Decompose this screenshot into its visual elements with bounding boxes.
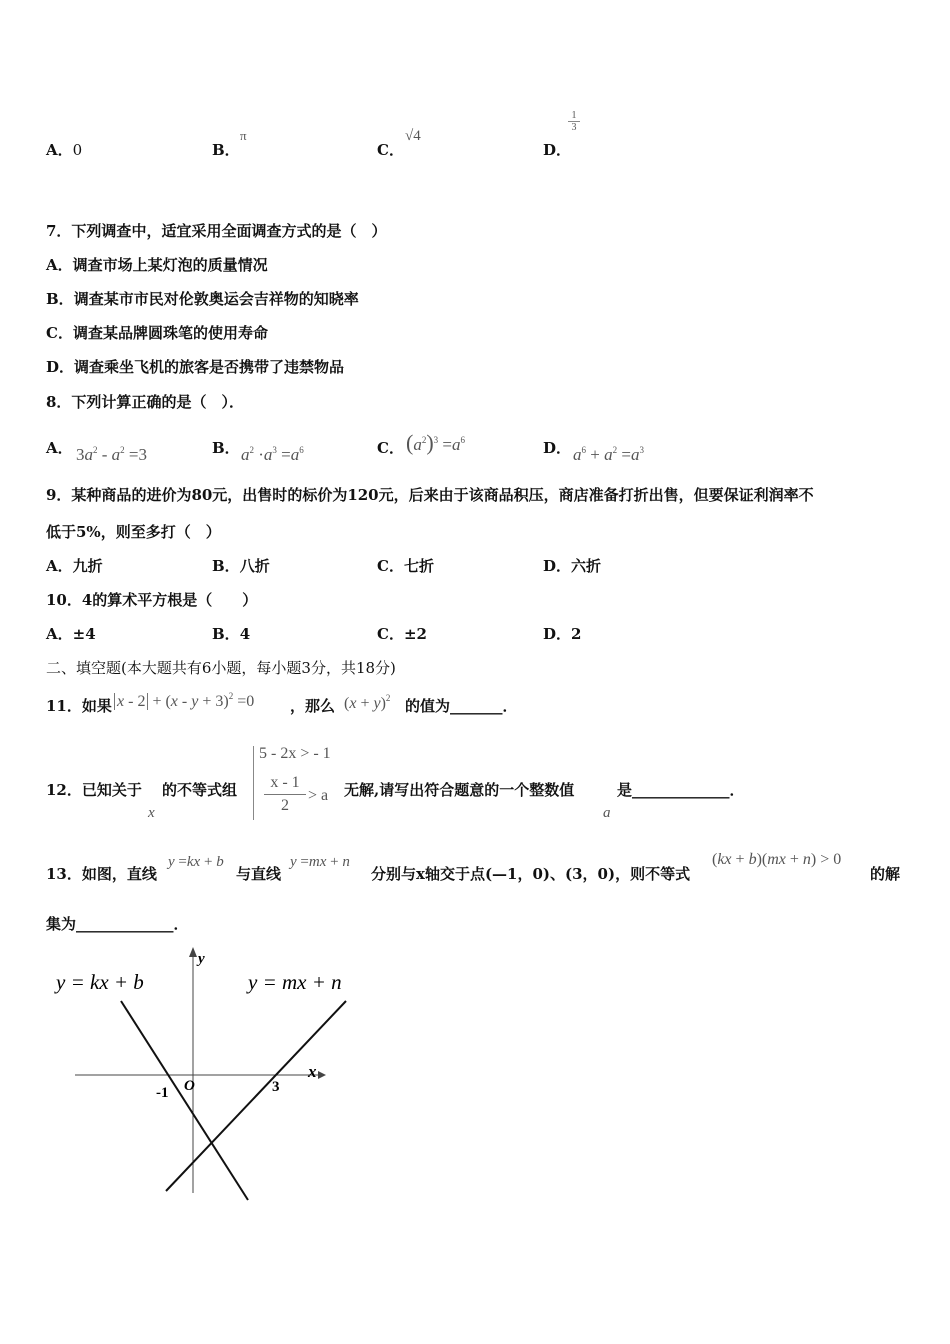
q6-option-b-letter: B． bbox=[212, 141, 240, 159]
fraction-numerator: 1 bbox=[571, 110, 577, 121]
q10-option-b: B．4 bbox=[212, 625, 251, 643]
x-axis-arrow-icon bbox=[318, 1071, 326, 1079]
label-line-kx-b: y = kx + b bbox=[56, 970, 144, 994]
q9-option-c: C．七折 bbox=[377, 557, 434, 575]
q8-letter-b: B． bbox=[212, 439, 240, 457]
q8-formula-d: $a^6 + a^2 =a^3$ bbox=[573, 445, 644, 464]
label-line-mx-n: y = mx + n bbox=[248, 970, 342, 994]
q13-post: 的解 bbox=[870, 865, 901, 883]
q8-letter-d: D． bbox=[543, 439, 572, 457]
q11-condition-formula: $x - 2 + (x - y + 3)^2 =0$ bbox=[114, 686, 254, 712]
y-axis-arrow-icon bbox=[189, 947, 197, 957]
q8-letter-a: A． bbox=[46, 439, 73, 457]
q13-mid1: 与直线 bbox=[236, 865, 282, 883]
q7-option-d: D．调查乘坐飞机的旅客是否携带了违禁物品 bbox=[46, 358, 345, 376]
q9-stem-line2: 低于5%，则至多打（ ） bbox=[46, 523, 221, 541]
q12-inequality-1: 5 - 2x > - 1 bbox=[259, 745, 331, 762]
section-2-heading: 二、填空题(本大题共有6小题，每小题3分，共18分) bbox=[46, 659, 396, 677]
fraction-denominator: 2 bbox=[264, 794, 306, 817]
q11-pre: 11．如果 bbox=[46, 697, 112, 715]
q13-inequality-formula: (kx + b)(mx + n) > 0 bbox=[712, 851, 842, 868]
q10-option-a: A．±4 bbox=[46, 625, 96, 643]
q9-stem-line1: 9．某种商品的进价为80元，出售时的标价为120元，后来由于该商品积压，商店准备打折出售，但要保证利润率不 bbox=[46, 486, 814, 504]
q12-pre: 12．已知关于 bbox=[46, 781, 142, 799]
q9-option-d: D．六折 bbox=[543, 557, 602, 575]
q12-var-a: a bbox=[603, 805, 611, 821]
q10-option-d: D．2 bbox=[543, 625, 582, 643]
q10-option-c: C．±2 bbox=[377, 625, 427, 643]
q8-formula-a: $3a^2 - a^2 =3$ bbox=[76, 445, 148, 464]
q8-stem: 8．下列计算正确的是（ ）． bbox=[46, 393, 244, 411]
q13-line1-formula: y =kx + b bbox=[168, 854, 224, 870]
q13-mid2: 分别与x轴交于点(—1，0)、(3，0)，则不等式 bbox=[371, 865, 691, 883]
q6-option-a: A．0 bbox=[46, 141, 83, 159]
x-axis-label: x bbox=[308, 1062, 317, 1081]
fraction-numerator: x - 1 bbox=[270, 774, 300, 791]
q13-graph bbox=[50, 945, 370, 1210]
q10-stem: 10．4的算术平方根是（ ） bbox=[46, 591, 258, 609]
q12-post: 无解,请写出符合题意的一个整数值 bbox=[344, 781, 575, 799]
tick-label-3: 3 bbox=[272, 1079, 280, 1095]
q7-option-c: C．调查某品牌圆珠笔的使用寿命 bbox=[46, 324, 268, 342]
inequality-system-brace bbox=[253, 746, 254, 820]
q13-line2: 集为_____________． bbox=[46, 915, 189, 933]
tick-label-neg-1: -1 bbox=[156, 1085, 169, 1101]
q12-fraction bbox=[264, 772, 306, 817]
q11-post: 的值为_______． bbox=[405, 697, 518, 715]
q12-var-x: x bbox=[148, 805, 155, 821]
q7-option-a: A．调查市场上某灯泡的质量情况 bbox=[46, 256, 268, 274]
q9-option-a: A．九折 bbox=[46, 557, 103, 575]
q12-mid: 的不等式组 bbox=[162, 781, 238, 799]
q8-formula-b: $a^2 \cdot a^3 =a^6$ bbox=[241, 445, 304, 464]
q8-letter-c: C． bbox=[377, 439, 404, 457]
q6-option-d-letter: D． bbox=[543, 141, 572, 159]
q6-option-c-value: √4 bbox=[405, 128, 421, 144]
fraction-denominator: 3 bbox=[568, 121, 580, 133]
q8-formula-c: $(a^2)^3 =a^6$ bbox=[406, 430, 465, 455]
q6-option-d-fraction bbox=[568, 110, 580, 133]
q7-stem: 7．下列调查中，适宜采用全面调查方式的是（ ） bbox=[46, 222, 387, 240]
q9-option-b: B．八折 bbox=[212, 557, 270, 575]
q11-mid: ，那么 bbox=[290, 697, 336, 715]
q11-target-formula: $(x + y)^2$ bbox=[344, 693, 391, 712]
origin-label: O bbox=[184, 1078, 195, 1094]
q6-option-b-value: π bbox=[240, 128, 247, 143]
q13-line2-formula: y =mx + n bbox=[290, 854, 350, 870]
q6-option-c-letter: C． bbox=[377, 141, 404, 159]
y-axis-label: y bbox=[198, 951, 205, 967]
q7-option-b: B．调查某市市民对伦敦奥运会吉祥物的知晓率 bbox=[46, 290, 359, 308]
q12-end: 是_____________． bbox=[617, 781, 745, 799]
q12-inequality-2-rhs: > a bbox=[308, 787, 329, 804]
q13-pre: 13．如图，直线 bbox=[46, 865, 157, 883]
